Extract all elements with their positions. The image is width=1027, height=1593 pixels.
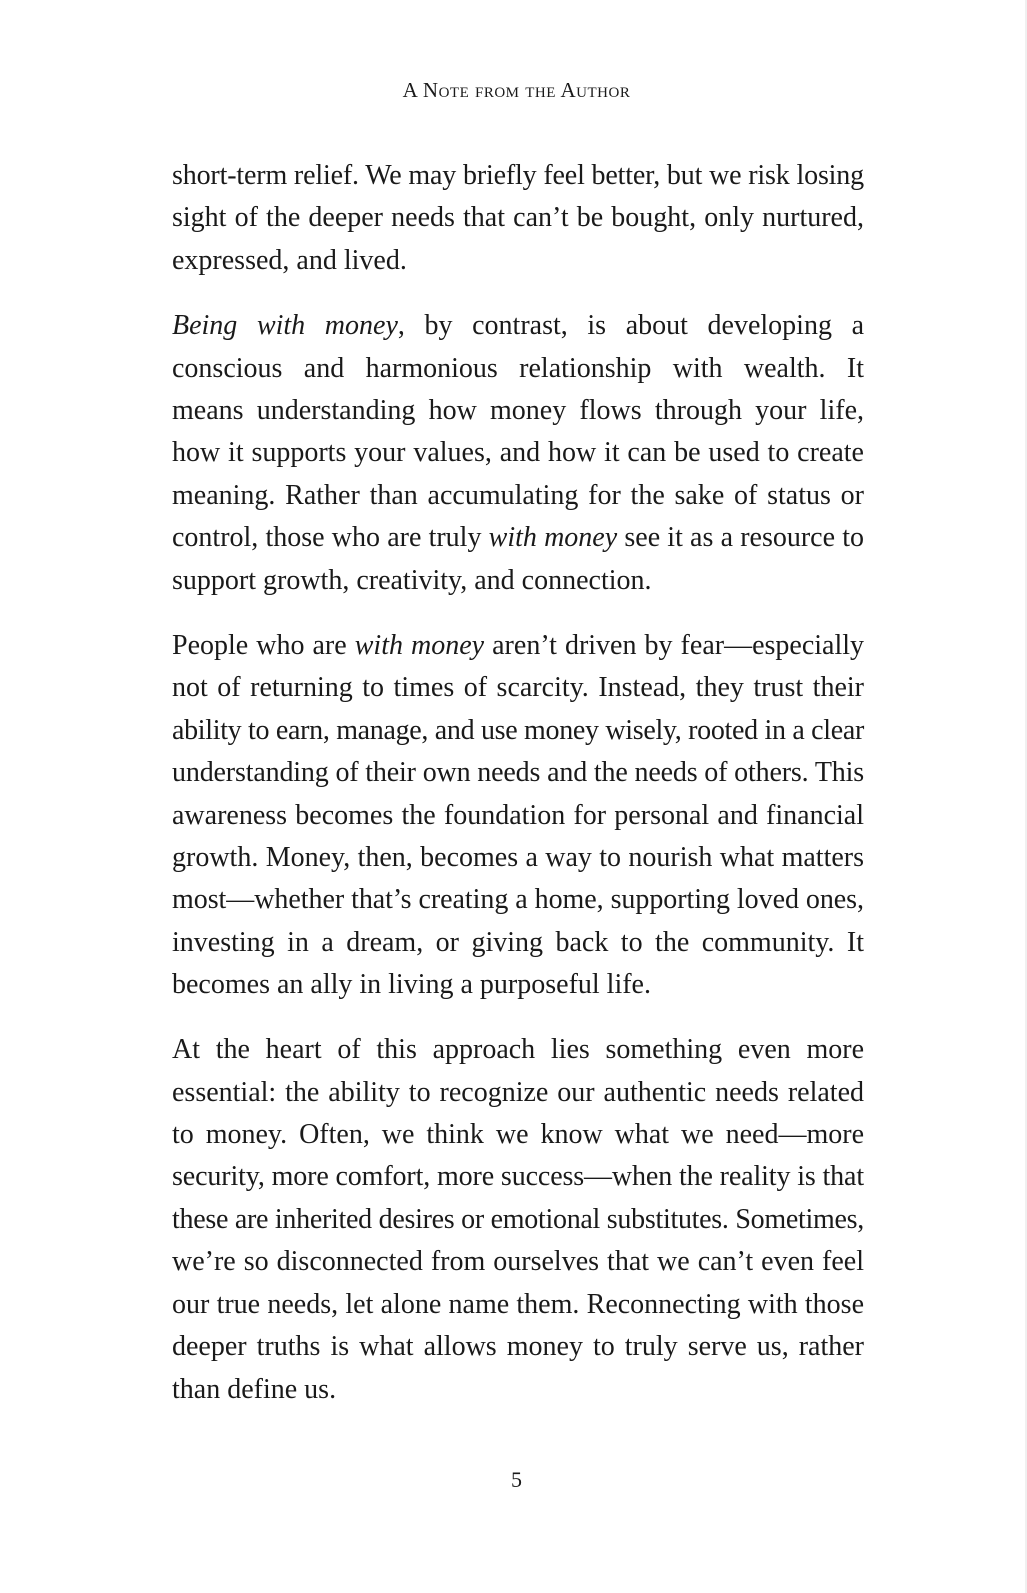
text-line: Being with money, by contrast, is about developing a [172, 310, 864, 341]
text-line: expressed, and lived. [172, 245, 407, 276]
text-line: support growth, creativity, and connection. [172, 565, 652, 596]
text-line: deeper truths is what allows money to truly serve us, rather [172, 1331, 864, 1362]
text-line: these are inherited desires or emotional substitutes. Sometimes, [172, 1204, 864, 1235]
emphasis-text: with money [354, 630, 485, 661]
text-line: understanding of their own needs and the needs of others. This [172, 757, 864, 788]
emphasis-text: with money [488, 522, 618, 553]
text-line: how it supports your values, and how it can be used to create [172, 437, 864, 468]
text-line: becomes an ally in living a purposeful life. [172, 969, 651, 1000]
text-line: conscious and harmonious relationship with wealth. It [172, 353, 864, 384]
emphasis-text: Being with money [172, 310, 398, 341]
text-line: we’re so disconnected from ourselves that we can’t even feel [172, 1246, 864, 1277]
text-line: not of returning to times of scarcity. Instead, they trust their [172, 672, 864, 703]
text-line: meaning. Rather than accumulating for the sake of status or [172, 480, 864, 511]
text-line: than define us. [172, 1374, 337, 1405]
text-line: sight of the deeper needs that can’t be bought, only nurtured, [172, 202, 864, 233]
text-line: to money. Often, we think we know what we need—more [172, 1119, 864, 1150]
text-line: most—whether that’s creating a home, supporting loved ones, [172, 884, 864, 915]
text-line: essential: the ability to recognize our authentic needs related [172, 1077, 864, 1108]
text-line: At the heart of this approach lies something even more [172, 1034, 864, 1065]
text-line: People who are with money aren’t driven by fear—especially [172, 630, 865, 661]
text-line: awareness becomes the foundation for personal and financial [172, 800, 864, 831]
text-line: means understanding how money flows through your life, [172, 395, 864, 426]
text-line: ability to earn, manage, and use money wisely, rooted in a clear [172, 715, 864, 746]
text-line: investing in a dream, or giving back to the community. It [172, 927, 864, 958]
text-line: control, those who are truly with money see it as a resource to [172, 522, 864, 553]
text-line: growth. Money, then, becomes a way to nourish what matters [172, 842, 864, 873]
running-head: A Note from the Author [402, 78, 631, 102]
text-line: short-term relief. We may briefly feel better, but we risk losing [172, 160, 864, 191]
text-line: our true needs, let alone name them. Reconnecting with those [172, 1289, 864, 1320]
text-line: security, more comfort, more success—when the reality is that [172, 1161, 864, 1192]
page-number: 5 [511, 1467, 522, 1492]
